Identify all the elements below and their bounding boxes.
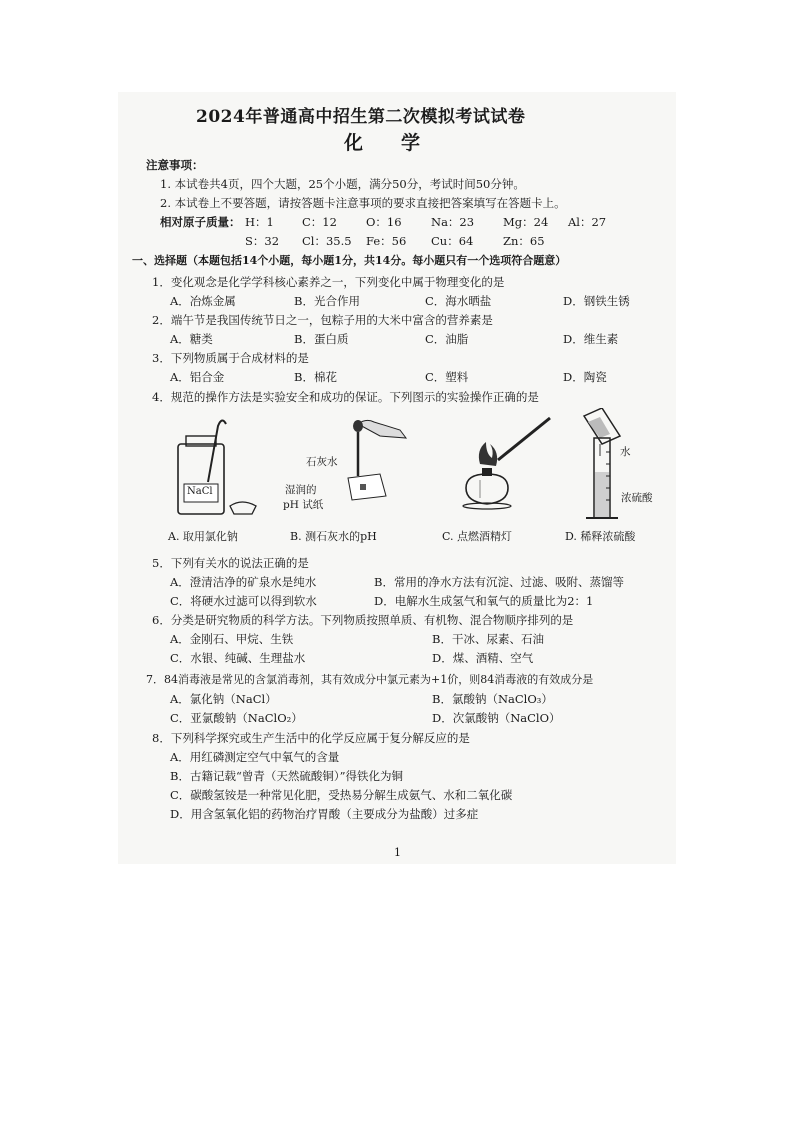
- page-number: 1: [394, 846, 401, 859]
- option: A．氯化钠（NaCl）: [170, 692, 277, 706]
- option: D．次氯酸钠（NaClO）: [432, 711, 561, 725]
- option: D．钢铁生锈: [563, 294, 630, 308]
- option: D．电解水生成氢气和氧气的质量比为2：1: [374, 594, 594, 608]
- dilution-figure: [580, 408, 650, 523]
- option: B．光合作用: [294, 294, 360, 308]
- atomic-mass: Na：23: [431, 215, 475, 229]
- option: D．煤、酒精、空气: [432, 651, 534, 665]
- figure-caption-a: A. 取用氯化钠: [168, 530, 238, 543]
- exam-title: 2024年普通高中招生第二次模拟考试试卷: [196, 107, 526, 127]
- question-stem: 5．下列有关水的说法正确的是: [152, 556, 309, 570]
- option: C．水银、纯碱、生理盐水: [170, 651, 306, 665]
- option: B．干冰、尿素、石油: [432, 632, 544, 646]
- dropper-ph-figure: [340, 416, 410, 506]
- option: A．金刚石、甲烷、生铁: [170, 632, 294, 646]
- alcohol-lamp-figure: [452, 414, 562, 514]
- water-label: 水: [620, 446, 631, 458]
- option: B．古籍记载“曾青（天然硫酸铜）”得铁化为铜: [170, 769, 403, 783]
- question-stem: 1．变化观念是化学学科核心素养之一，下列变化中属于物理变化的是: [152, 275, 505, 289]
- atomic-mass-label: 相对原子质量：: [160, 215, 241, 229]
- subject-title: 化 学: [344, 132, 421, 154]
- atomic-mass: Cu：64: [431, 234, 474, 248]
- atomic-mass: C：12: [302, 215, 337, 229]
- option: A．澄清洁净的矿泉水是纯水: [170, 575, 317, 589]
- notice-item: 1. 本试卷共4页，四个大题，25个小题，满分50分，考试时间50分钟。: [160, 177, 525, 191]
- option: B．蛋白质: [294, 332, 349, 346]
- option: C．海水晒盐: [425, 294, 492, 308]
- question-stem: 3．下列物质属于合成材料的是: [152, 351, 309, 365]
- option: A．糖类: [170, 332, 213, 346]
- option: C．碳酸氢铵是一种常见化肥，受热易分解生成氨气、水和二氧化碳: [170, 788, 513, 802]
- option: B．常用的净水方法有沉淀、过滤、吸附、蒸馏等: [374, 575, 624, 589]
- option: A．冶炼金属: [170, 294, 236, 308]
- option: A．用红磷测定空气中氧气的含量: [170, 750, 340, 764]
- option: B．棉花: [294, 370, 337, 384]
- atomic-mass: Zn：65: [503, 234, 545, 248]
- reagent-bottle-figure: [170, 414, 260, 519]
- question-stem: 6．分类是研究物质的科学方法。下列物质按照单质、有机物、混合物顺序排列的是: [152, 613, 574, 627]
- option: D．陶瓷: [563, 370, 607, 384]
- acid-label: 浓硫酸: [621, 492, 653, 504]
- section-heading: 一、选择题（本题包括14个小题，每小题1分，共14分。每小题只有一个选项符合题意）: [132, 254, 567, 267]
- question-stem: 7．84消毒液是常见的含氯消毒剂，其有效成分中氯元素为+1价，则84消毒液的有效成分是: [146, 673, 594, 686]
- question-stem: 4．规范的操作方法是实验安全和成功的保证。下列图示的实验操作正确的是: [152, 390, 539, 404]
- ph-paper-label: pH 试纸: [283, 499, 324, 511]
- nacl-label: NaCl: [187, 486, 213, 497]
- limewater-label: 石灰水: [306, 456, 338, 468]
- atomic-mass: O：16: [366, 215, 402, 229]
- option: D．维生素: [563, 332, 619, 346]
- notice-item: 2. 本试卷上不要答题，请按答题卡注意事项的要求直接把答案填写在答题卡上。: [160, 196, 566, 210]
- question-stem: 8．下列科学探究或生产生活中的化学反应属于复分解反应的是: [152, 731, 470, 745]
- option: B．氯酸钠（NaClO₃）: [432, 692, 553, 706]
- option: C．亚氯酸钠（NaClO₂）: [170, 711, 303, 725]
- option: C．油脂: [425, 332, 469, 346]
- option: C．塑料: [425, 370, 469, 384]
- atomic-mass: Al：27: [568, 215, 607, 229]
- figure-caption-d: D. 稀释浓硫酸: [565, 530, 636, 543]
- notice-heading: 注意事项：: [146, 158, 204, 172]
- atomic-mass: Cl：35.5: [302, 234, 352, 248]
- atomic-mass: Fe：56: [366, 234, 407, 248]
- figure-caption-b: B. 测石灰水的pH: [290, 530, 377, 543]
- atomic-mass: S：32: [245, 234, 280, 248]
- atomic-mass: H：1: [245, 215, 274, 229]
- option: A．铝合金: [170, 370, 225, 384]
- question-stem: 2．端午节是我国传统节日之一，包粽子用的大米中富含的营养素是: [152, 313, 493, 327]
- option: C．将硬水过滤可以得到软水: [170, 594, 317, 608]
- apparatus-figures: [160, 408, 660, 553]
- ph-paper-label: 湿润的: [285, 484, 317, 496]
- figure-caption-c: C. 点燃酒精灯: [442, 530, 513, 543]
- atomic-mass: Mg：24: [503, 215, 549, 229]
- option: D．用含氢氧化铝的药物治疗胃酸（主要成分为盐酸）过多症: [170, 807, 479, 821]
